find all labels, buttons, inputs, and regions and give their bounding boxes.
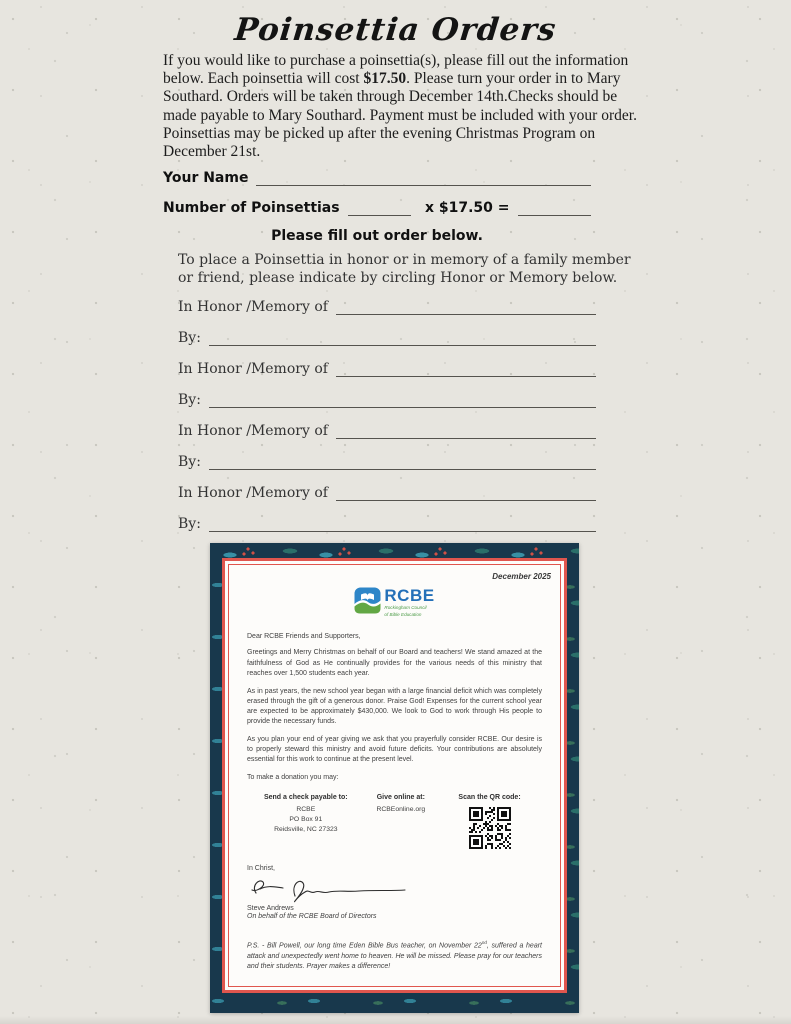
honor-memory-label: In Honor /Memory of <box>178 485 328 501</box>
by-label: By: <box>178 454 201 470</box>
check-line-2: PO Box 91 <box>289 816 323 824</box>
donation-online-column <box>359 793 443 853</box>
rcbe-logo <box>247 587 542 617</box>
honor-memory-blank-line <box>336 486 596 501</box>
rcbe-logo-subtitle-1: Rockingham Council <box>384 605 427 610</box>
signature-icon <box>247 874 417 904</box>
honor-memory-label: In Honor /Memory of <box>178 361 328 377</box>
check-heading: Send a check payable to: <box>263 794 348 802</box>
by-blank-line <box>209 455 596 470</box>
your-name-row <box>163 170 591 186</box>
number-of-poinsettias-row <box>163 200 591 216</box>
by-label: By: <box>178 392 201 408</box>
letter-salutation: Dear RCBE Friends and Supporters, <box>247 633 361 641</box>
donation-check-column <box>253 793 359 853</box>
rcbe-logo-subtitle-2: of Bible Education <box>384 611 422 617</box>
by-blank-line <box>209 517 596 532</box>
honor-memory-row <box>178 483 596 501</box>
price-bold: $17.50 <box>363 70 407 88</box>
donation-options <box>253 793 536 853</box>
qr-code-icon <box>469 807 511 849</box>
honor-memory-row <box>178 359 596 377</box>
ps-text-after: , suffered a heart attack and unexpectedly went home to heaven. He will be missed. Please pray for our teachers and their students. Prayer makes a difference! <box>247 942 542 971</box>
quantity-blank-line <box>348 201 411 216</box>
by-row <box>178 328 596 346</box>
signature-title: On behalf of the RCBE Board of Directors <box>247 913 377 921</box>
honor-memory-blank-line <box>336 424 596 439</box>
donation-intro: To make a donation you may: <box>247 774 339 782</box>
letter-paragraph-1: Greetings and Merry Christmas on behalf of our Board and teachers! We stand amazed at the faithfulness of God as He continually provides for the various needs of this ministry that reaches over 1,500 students each year. <box>247 649 542 677</box>
by-blank-line <box>209 331 596 346</box>
qr-heading: Scan the QR code: <box>458 794 521 802</box>
online-url: RCBEonline.org <box>376 805 426 813</box>
honor-instructions: To place a Poinsettia in honor or in memory of a family member or friend, please indicate by circling Honor or Memory below. <box>178 252 631 286</box>
honor-memory-label: In Honor /Memory of <box>178 299 328 315</box>
intro-text-after: . Please turn your order in to Mary Southard. Orders will be taken through December 14th.Checks should be made payable to Mary Southard. Payment must be included with your order. Poinsettias may be picked up after the evening Christmas Program on December 21st. <box>163 70 637 161</box>
letter-paragraph-2: As in past years, the new school year began with a large financial deficit which was completely erased through the gift of a generous donor. Praise God! Expenses for the current school year are expected to be approximately $430,000. We look to God to work through His people to provide the necessary funds. <box>247 687 542 725</box>
honor-memory-row <box>178 421 596 439</box>
rcbe-logo-icon <box>354 587 381 614</box>
letter-red-border <box>222 558 567 993</box>
letter-paragraph-3: As you plan your end of year giving we ask that you prayerfully consider RCBE. Our desire is to properly steward this ministry and avoid future deficits. Your contributions are absolutely essential for this work to continue at the present level. <box>247 736 542 764</box>
ps-superscript: nd <box>481 940 487 946</box>
total-blank-line <box>518 201 591 216</box>
online-heading: Give online at: <box>376 794 425 802</box>
check-line-1: RCBE <box>296 805 316 813</box>
by-row <box>178 390 596 408</box>
ps-text-before: P.S. - Bill Powell, our long time Eden Bible Bus teacher, on November 22 <box>247 942 482 950</box>
fill-out-heading: Please fill out order below. <box>271 228 483 244</box>
your-name-blank-line <box>256 171 591 186</box>
by-row <box>178 514 596 532</box>
number-label: Number of Poinsettias <box>163 200 340 216</box>
letter-body <box>228 564 561 987</box>
ps-note <box>247 940 542 973</box>
by-row <box>178 452 596 470</box>
signature-name: Steve Andrews <box>247 905 294 913</box>
honor-memory-row <box>178 297 596 315</box>
donation-qr-column <box>443 793 536 853</box>
honor-memory-label: In Honor /Memory of <box>178 423 328 439</box>
rcbe-letter-image <box>210 543 579 1013</box>
honor-memory-section <box>178 297 596 545</box>
letter-closing: In Christ, <box>247 865 276 873</box>
intro-text-before: If you would like to purchase a poinsettia(s), please fill out the information below. Each poinsettia will cost <box>163 52 629 88</box>
by-label: By: <box>178 516 201 532</box>
intro-paragraph <box>163 52 637 161</box>
letter-date: December 2025 <box>492 572 551 581</box>
rcbe-logo-name: RCBE <box>384 586 435 605</box>
rcbe-logo-text <box>384 587 434 617</box>
honor-memory-blank-line <box>336 300 596 315</box>
your-name-label: Your Name <box>163 170 249 186</box>
honor-memory-blank-line <box>336 362 596 377</box>
by-blank-line <box>209 393 596 408</box>
page-title: Poinsettia Orders <box>232 12 559 48</box>
check-line-3: Reidsville, NC 27323 <box>274 826 338 834</box>
by-label: By: <box>178 330 201 346</box>
price-calc-label: x $17.50 = <box>424 200 510 216</box>
